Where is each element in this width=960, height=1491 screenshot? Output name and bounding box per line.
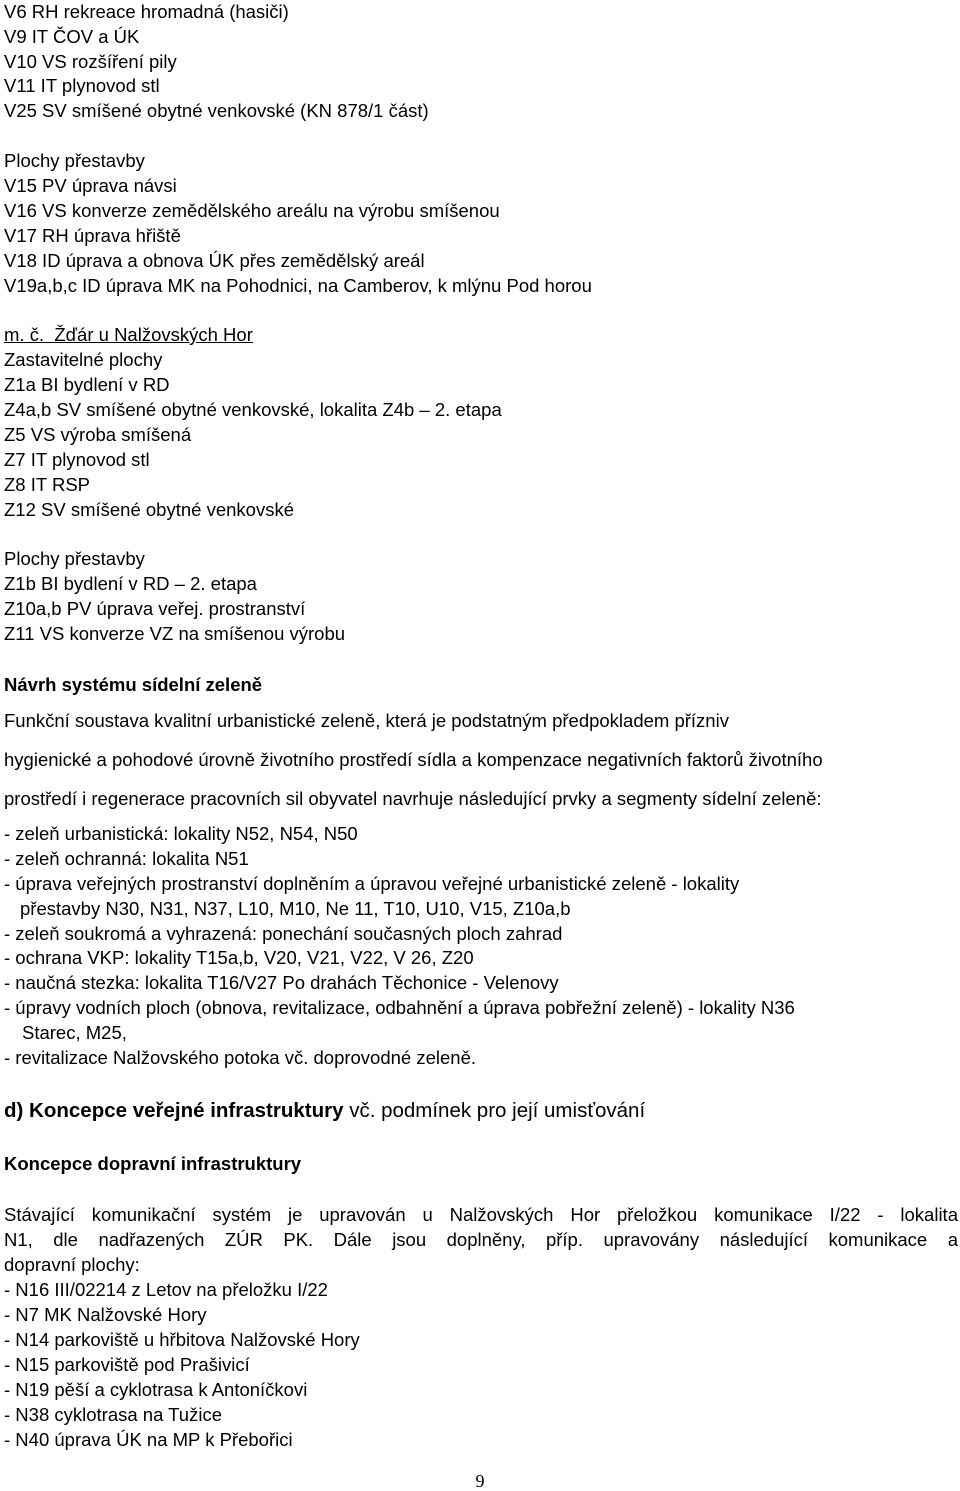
text-line: V9 IT ČOV a ÚK <box>4 26 140 47</box>
list-item: - ochrana VKP: lokality T15a,b, V20, V21, V22, V 26, Z20 <box>4 947 474 968</box>
text-line: V16 VS konverze zemědělského areálu na výrobu smíšenou <box>4 200 500 221</box>
section-heading: Návrh systému sídelní zeleně <box>4 674 263 695</box>
list-item: - revitalizace Nalžovského potoka vč. doprovodné zeleně. <box>4 1047 477 1068</box>
text-line: V25 SV smíšené obytné venkovské (KN 878/1 část) <box>4 100 429 121</box>
list-item: - N14 parkoviště u hřbitova Nalžovské Hory <box>4 1329 360 1350</box>
list-item: - N16 III/02214 z Letov na přeložku I/22 <box>4 1279 328 1300</box>
section-heading: Koncepce dopravní infrastruktury <box>4 1153 302 1174</box>
locality-heading <box>4 324 253 346</box>
paragraph-line: hygienické a pohodové úrovně životního prostředí sídla a kompenzace negativních faktorů životního <box>4 749 823 770</box>
text-line: V17 RH úprava hřiště <box>4 225 181 246</box>
paragraph-line: prostředí i regenerace pracovních sil obyvatel navrhuje následující prvky a segmenty sídelní zeleně: <box>4 788 822 809</box>
text-line: V15 PV úprava návsi <box>4 175 177 196</box>
text-line: Z5 VS výroba smíšená <box>4 424 192 445</box>
text-line: Z7 IT plynovod stl <box>4 449 150 470</box>
text-line: Z1a BI bydlení v RD <box>4 374 170 395</box>
text-line: Z1b BI bydlení v RD – 2. etapa <box>4 573 257 594</box>
section-heading: Plochy přestavby <box>4 548 145 569</box>
text-line: V6 RH rekreace hromadná (hasiči) <box>4 1 289 22</box>
text-line: V10 VS rozšíření pily <box>4 51 177 72</box>
text-line: V19a,b,c ID úprava MK na Pohodnici, na Camberov, k mlýnu Pod horou <box>4 275 592 296</box>
text-line: V11 IT plynovod stl <box>4 75 160 96</box>
section-heading: Plochy přestavby <box>4 150 145 171</box>
list-item: - zeleň urbanistická: lokality N52, N54, N50 <box>4 823 358 844</box>
locality-name: Žďár u Nalžovských Hor <box>54 324 253 345</box>
paragraph-line: dopravní plochy: <box>4 1254 140 1275</box>
list-item: - naučná stezka: lokalita T16/V27 Po drahách Těchonice - Velenovy <box>4 972 559 993</box>
list-item: - N7 MK Nalžovské Hory <box>4 1304 207 1325</box>
text-line: Z4a,b SV smíšené obytné venkovské, lokalita Z4b – 2. etapa <box>4 399 502 420</box>
list-item: - úprava veřejných prostranství doplněním a úpravou veřejné urbanistické zeleně - lokality <box>4 873 740 894</box>
paragraph-line: Funkční soustava kvalitní urbanistické zeleně, která je podstatným předpokladem přízniv <box>4 710 729 731</box>
list-item: - zeleň soukromá a vyhrazená: ponechání současných ploch zahrad <box>4 923 563 944</box>
list-item: - úpravy vodních ploch (obnova, revitalizace, odbahnění a úprava pobřežní zeleně) - lokality N36 <box>4 997 795 1018</box>
list-item-continuation: přestavby N30, N31, N37, L10, M10, Ne 11, T10, U10, V15, Z10a,b <box>20 898 571 919</box>
list-item-continuation: Starec, M25, <box>22 1022 127 1043</box>
text-line: Z12 SV smíšené obytné venkovské <box>4 499 294 520</box>
text-line: Z10a,b PV úprava veřej. prostranství <box>4 598 306 619</box>
text-line: Z8 IT RSP <box>4 474 91 495</box>
chapter-title-bold: d) Koncepce veřejné infrastruktury <box>4 1099 344 1122</box>
locality-prefix: m. č. <box>4 324 45 345</box>
text-line: V18 ID úprava a obnova ÚK přes zemědělský areál <box>4 250 425 271</box>
paragraph-line: N1, dle nadřazených ZÚR PK. Dále jsou doplněny, příp. upravovány následující komunikace a <box>4 1229 958 1250</box>
list-item: - N19 pěší a cyklotrasa k Antoníčkovi <box>4 1379 308 1400</box>
page-number: 9 <box>475 1471 485 1491</box>
list-item: - N40 úprava ÚK na MP k Přebořici <box>4 1429 293 1450</box>
list-item: - N15 parkoviště pod Prašivicí <box>4 1354 250 1375</box>
text-line: Z11 VS konverze VZ na smíšenou výrobu <box>4 623 346 644</box>
chapter-title-rest: vč. podmínek pro její umisťování <box>343 1099 646 1122</box>
paragraph-line: Stávající komunikační systém je upravován u Nalžovských Hor přeložkou komunikace I/22 - lokalita <box>4 1204 958 1225</box>
chapter-title <box>4 1100 645 1122</box>
list-item: - zeleň ochranná: lokalita N51 <box>4 848 249 869</box>
section-heading: Zastavitelné plochy <box>4 349 163 370</box>
list-item: - N38 cyklotrasa na Tužice <box>4 1404 222 1425</box>
